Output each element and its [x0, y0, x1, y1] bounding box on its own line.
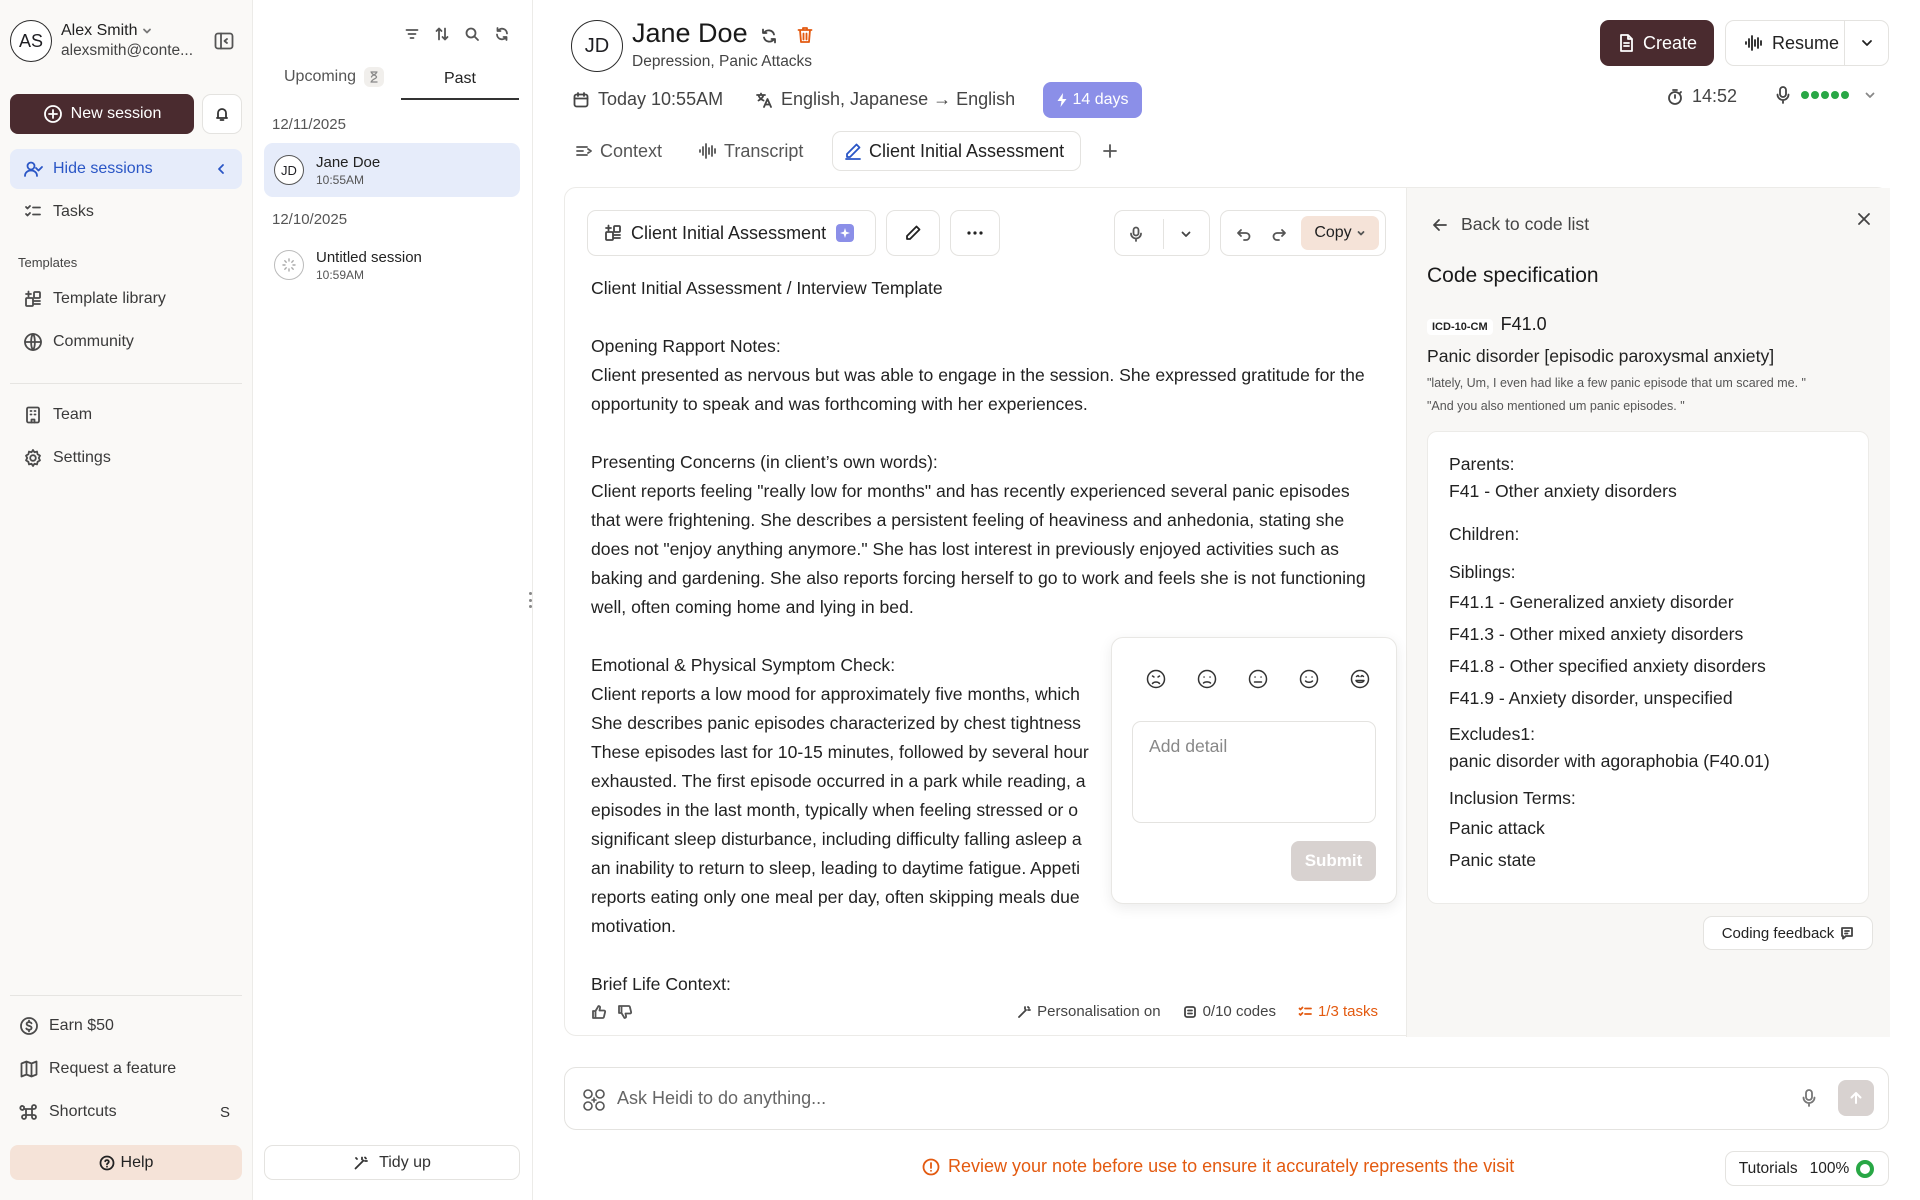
tutorials-progress: 100%	[1809, 1159, 1850, 1177]
sibling-code[interactable]: F41.1 - Generalized anxiety disorder	[1449, 592, 1734, 612]
gear-icon	[23, 448, 43, 468]
evidence-quote: "And you also mentioned um panic episodes. "	[1427, 399, 1685, 413]
tab-transcript[interactable]: Transcript	[698, 131, 803, 171]
note-paragraph: significant sleep disturbance, including difficulty falling asleep a	[591, 829, 1082, 849]
redo-icon[interactable]	[1271, 226, 1287, 242]
mic-level[interactable]	[1775, 85, 1877, 105]
parents-label: Parents:	[1449, 454, 1515, 474]
waveform-icon	[1744, 34, 1764, 52]
editor-card	[564, 187, 1889, 1036]
sort-icon[interactable]	[434, 26, 450, 42]
note-paragraph: Brief Life Context:	[591, 974, 731, 994]
microphone-icon	[1775, 85, 1791, 105]
review-warning: Review your note before use to ensure it accurately represents the visit	[922, 1156, 1514, 1177]
sidebar-item-template-library[interactable]: Template library	[10, 279, 242, 319]
session-item-jane-doe[interactable]: JD Jane Doe 10:55AM	[264, 143, 520, 197]
context-icon	[574, 141, 594, 161]
note-paragraph: Client reports feeling "really low for months" and has recently experienced several panic episodes that were frightening. She describes a persistent feeling of heaviness and anhedonia, stating she does not "enjoy anything anymore." She has lost interest in previously enjoyed activities such as baking and gardening. She also reports forcing herself to go to work and feels she is not functioning well, often coming home and lying in bed.	[591, 481, 1366, 617]
ask-input[interactable]: Ask Heidi to do anything...	[617, 1088, 827, 1108]
note-paragraph	[591, 303, 1381, 332]
message-icon	[1840, 926, 1854, 940]
sibling-code[interactable]: F41.9 - Anxiety disorder, unspecified	[1449, 688, 1733, 708]
excludes-label: Excludes1:	[1449, 724, 1536, 744]
tab-past[interactable]: Past	[401, 60, 519, 100]
note-paragraph: Client presented as nervous but was able to engage in the session. She expressed gratitude for the opportunity to speak and was forthcoming with her experiences.	[591, 365, 1365, 414]
patient-conditions: Depression, Panic Attacks	[632, 53, 813, 70]
create-button[interactable]: Create	[1600, 20, 1714, 66]
stopwatch-icon	[1666, 88, 1684, 106]
translate-icon	[755, 91, 773, 109]
progress-ring-icon	[1855, 1159, 1875, 1179]
very-happy-emoji-icon[interactable]	[1349, 668, 1371, 690]
trash-icon[interactable]	[796, 25, 814, 45]
sessions-panel	[254, 0, 533, 1200]
code-specification-panel	[1406, 188, 1890, 1037]
ellipsis-icon	[966, 230, 984, 236]
waveform-icon	[698, 141, 718, 161]
ask-bar[interactable]	[564, 1067, 1889, 1130]
personalisation-status[interactable]: Personalisation on	[1017, 1003, 1160, 1020]
avatar: AS	[10, 20, 52, 62]
tasks-count[interactable]: 1/3 tasks	[1298, 1003, 1378, 1020]
edit-template-button[interactable]	[886, 210, 940, 256]
feedback-actions	[591, 1004, 633, 1020]
template-library-icon	[23, 289, 43, 309]
user-email: alexsmith@conte...	[61, 42, 194, 59]
note-paragraph	[591, 941, 1381, 970]
earn-referral-link[interactable]: Earn $50	[10, 1006, 242, 1046]
inclusion-term: Panic state	[1449, 850, 1537, 870]
code-hierarchy-box	[1427, 431, 1869, 904]
filter-icon[interactable]	[404, 26, 420, 42]
session-timer: 14:52	[1666, 86, 1737, 107]
feedback-popup	[1111, 637, 1397, 904]
search-icon[interactable]	[464, 26, 480, 42]
sibling-code[interactable]: F41.3 - Other mixed anxiety disorders	[1449, 624, 1744, 644]
note-paragraph: reports eating only one meal per day, often skipping meals due	[591, 887, 1080, 907]
emoji-rating	[1145, 668, 1371, 690]
sidebar-item-team[interactable]: Team	[10, 395, 242, 435]
microphone-icon[interactable]	[1801, 1088, 1817, 1108]
divider	[10, 995, 242, 996]
note-paragraph: Client reports a low mood for approximately five months, which	[591, 684, 1080, 704]
add-detail-input[interactable]: Add detail	[1132, 721, 1376, 823]
undo-icon[interactable]	[1236, 226, 1252, 242]
siblings-label: Siblings:	[1449, 562, 1516, 582]
history-copy-control	[1220, 210, 1386, 256]
globe-icon	[23, 332, 43, 352]
divider	[1844, 21, 1845, 65]
evidence-quote: "lately, Um, I even had like a few panic episode that um scared me. "	[1427, 376, 1806, 390]
notifications-button[interactable]	[202, 94, 242, 134]
chevron-down-icon[interactable]	[1863, 88, 1877, 102]
copy-button[interactable]: Copy	[1301, 216, 1379, 250]
tutorials-button[interactable]: Tutorials 100%	[1725, 1151, 1889, 1186]
sidebar-item-tasks[interactable]: Tasks	[10, 192, 242, 232]
code-icon	[1183, 1005, 1197, 1019]
lightning-icon	[1056, 92, 1068, 108]
pencil-icon	[903, 223, 923, 243]
shortcuts-link[interactable]: Shortcuts S	[10, 1092, 242, 1132]
patient-avatar: JD	[571, 20, 623, 72]
document-icon	[1617, 33, 1635, 53]
sidebar-item-settings[interactable]: Settings	[10, 438, 242, 478]
language-selector[interactable]: English, Japanese → English	[755, 89, 1015, 110]
user-menu[interactable]	[10, 20, 193, 62]
tab-client-initial-assessment[interactable]: Client Initial Assessment	[832, 131, 1081, 171]
plus-circle-icon	[43, 104, 63, 124]
note-paragraph: Opening Rapport Notes:	[591, 336, 781, 356]
session-date[interactable]: Today 10:55AM	[572, 89, 723, 110]
calendar-icon	[572, 91, 590, 109]
building-icon	[23, 405, 43, 425]
thumbs-up-icon[interactable]	[591, 1004, 607, 1020]
sparkle-icon	[836, 224, 854, 242]
help-button[interactable]: Help	[10, 1145, 242, 1180]
note-paragraph: an inability to return to sleep, leading to daytime fatigue. Appeti	[591, 858, 1081, 878]
parent-code[interactable]: F41 - Other anxiety disorders	[1449, 481, 1677, 501]
code-description: Panic disorder [episodic paroxysmal anxiety]	[1427, 346, 1775, 366]
spinner-icon	[274, 250, 304, 280]
magic-wand-icon	[1017, 1005, 1031, 1019]
hourglass-icon	[364, 67, 384, 87]
template-icon	[603, 223, 623, 243]
note-paragraph: episodes in the last month, typically when feeling stressed or o	[591, 800, 1079, 820]
note-paragraph	[591, 419, 1381, 448]
shortcut-key: S	[219, 1103, 230, 1121]
days-badge[interactable]: 14 days	[1043, 82, 1142, 118]
map-icon	[19, 1059, 39, 1079]
sidebar-item-community[interactable]: Community	[10, 322, 242, 362]
new-session-button[interactable]: New session	[10, 94, 194, 134]
happy-emoji-icon[interactable]	[1298, 668, 1320, 690]
heidi-logo-icon	[581, 1087, 607, 1113]
back-to-code-list-button[interactable]: Back to code list	[1431, 214, 1589, 235]
chevron-left-icon	[214, 162, 228, 176]
sibling-code[interactable]: F41.8 - Other specified anxiety disorders	[1449, 656, 1766, 676]
dictation-control	[1114, 210, 1210, 256]
note-paragraph: Emotional & Physical Symptom Check:	[591, 655, 896, 675]
codes-count[interactable]: 0/10 codes	[1183, 1003, 1276, 1020]
avatar: JD	[274, 155, 304, 185]
code-spec-title: Code specification	[1427, 264, 1599, 287]
resize-handle[interactable]	[527, 592, 533, 608]
sad-emoji-icon[interactable]	[1196, 668, 1218, 690]
close-icon[interactable]	[1855, 210, 1873, 228]
inclusion-label: Inclusion Terms:	[1449, 788, 1576, 808]
request-feature-link[interactable]: Request a feature	[10, 1049, 242, 1089]
session-group-date: 12/10/2025	[272, 211, 348, 228]
note-paragraph: Client Initial Assessment / Interview Template	[591, 278, 943, 298]
resume-button[interactable]: Resume	[1725, 20, 1889, 66]
alert-circle-icon	[922, 1158, 940, 1176]
tasks-icon	[1298, 1005, 1312, 1019]
editor-status-bar	[1017, 1003, 1378, 1020]
session-group-date: 12/11/2025	[272, 116, 346, 133]
note-paragraph: exhausted. The first episode occurred in a park while reading, a	[591, 771, 1086, 791]
chevron-down-icon[interactable]	[1859, 35, 1875, 51]
add-tab-icon[interactable]	[1100, 141, 1120, 161]
submit-button[interactable]: Submit	[1291, 841, 1376, 881]
divider	[10, 383, 242, 384]
bell-icon	[214, 106, 230, 122]
dollar-icon	[19, 1016, 39, 1036]
refresh-icon[interactable]	[494, 26, 510, 42]
sessions-toolbar	[404, 26, 510, 42]
chevron-down-icon	[141, 25, 153, 37]
divider	[1163, 219, 1164, 249]
microphone-icon[interactable]	[1129, 226, 1143, 242]
templates-heading: Templates	[18, 255, 78, 270]
thumbs-down-icon[interactable]	[617, 1004, 633, 1020]
pencil-icon	[843, 141, 863, 161]
command-icon	[19, 1102, 39, 1122]
send-button[interactable]	[1838, 1080, 1874, 1116]
note-paragraph: These episodes last for 10-15 minutes, followed by several hour	[591, 742, 1089, 762]
help-circle-icon	[99, 1155, 115, 1171]
magic-wand-icon	[353, 1155, 369, 1171]
more-options-button[interactable]	[950, 210, 1000, 256]
tasks-icon	[23, 202, 43, 222]
code-system-badge: ICD-10-CM	[1427, 319, 1493, 335]
patient-name: Jane Doe	[632, 18, 748, 48]
note-paragraph: motivation.	[591, 916, 677, 936]
hide-sessions-button[interactable]: Hide sessions	[10, 149, 242, 189]
very-sad-emoji-icon[interactable]	[1145, 668, 1167, 690]
coding-feedback-button[interactable]: Coding feedback	[1703, 916, 1873, 950]
collapse-sidebar-icon[interactable]	[213, 30, 235, 52]
session-item-untitled[interactable]: Untitled session 10:59AM	[264, 238, 520, 292]
template-selector[interactable]: Client Initial Assessment	[587, 210, 876, 256]
mic-level-bars	[1801, 91, 1849, 99]
tab-context[interactable]: Context	[574, 131, 662, 171]
children-label: Children:	[1449, 524, 1520, 544]
sync-icon[interactable]	[759, 26, 779, 46]
user-name: Alex Smith	[61, 22, 138, 39]
inclusion-term: Panic attack	[1449, 818, 1545, 838]
chevron-down-icon[interactable]	[1179, 227, 1193, 241]
code-value: F41.0	[1500, 314, 1547, 334]
tidy-up-button[interactable]: Tidy up	[264, 1145, 520, 1180]
note-paragraph: Presenting Concerns (in client’s own words):	[591, 452, 938, 472]
user-icon	[23, 159, 43, 179]
note-paragraph: She describes panic episodes characterized by chest tightness	[591, 713, 1081, 733]
tab-upcoming[interactable]: Upcoming	[284, 67, 384, 87]
excludes-item: panic disorder with agoraphobia (F40.01)	[1449, 751, 1770, 771]
chevron-down-icon	[1356, 228, 1366, 238]
code-header	[1427, 314, 1547, 335]
arrow-left-icon	[1431, 216, 1449, 234]
sidebar	[0, 0, 253, 1200]
neutral-emoji-icon[interactable]	[1247, 668, 1269, 690]
